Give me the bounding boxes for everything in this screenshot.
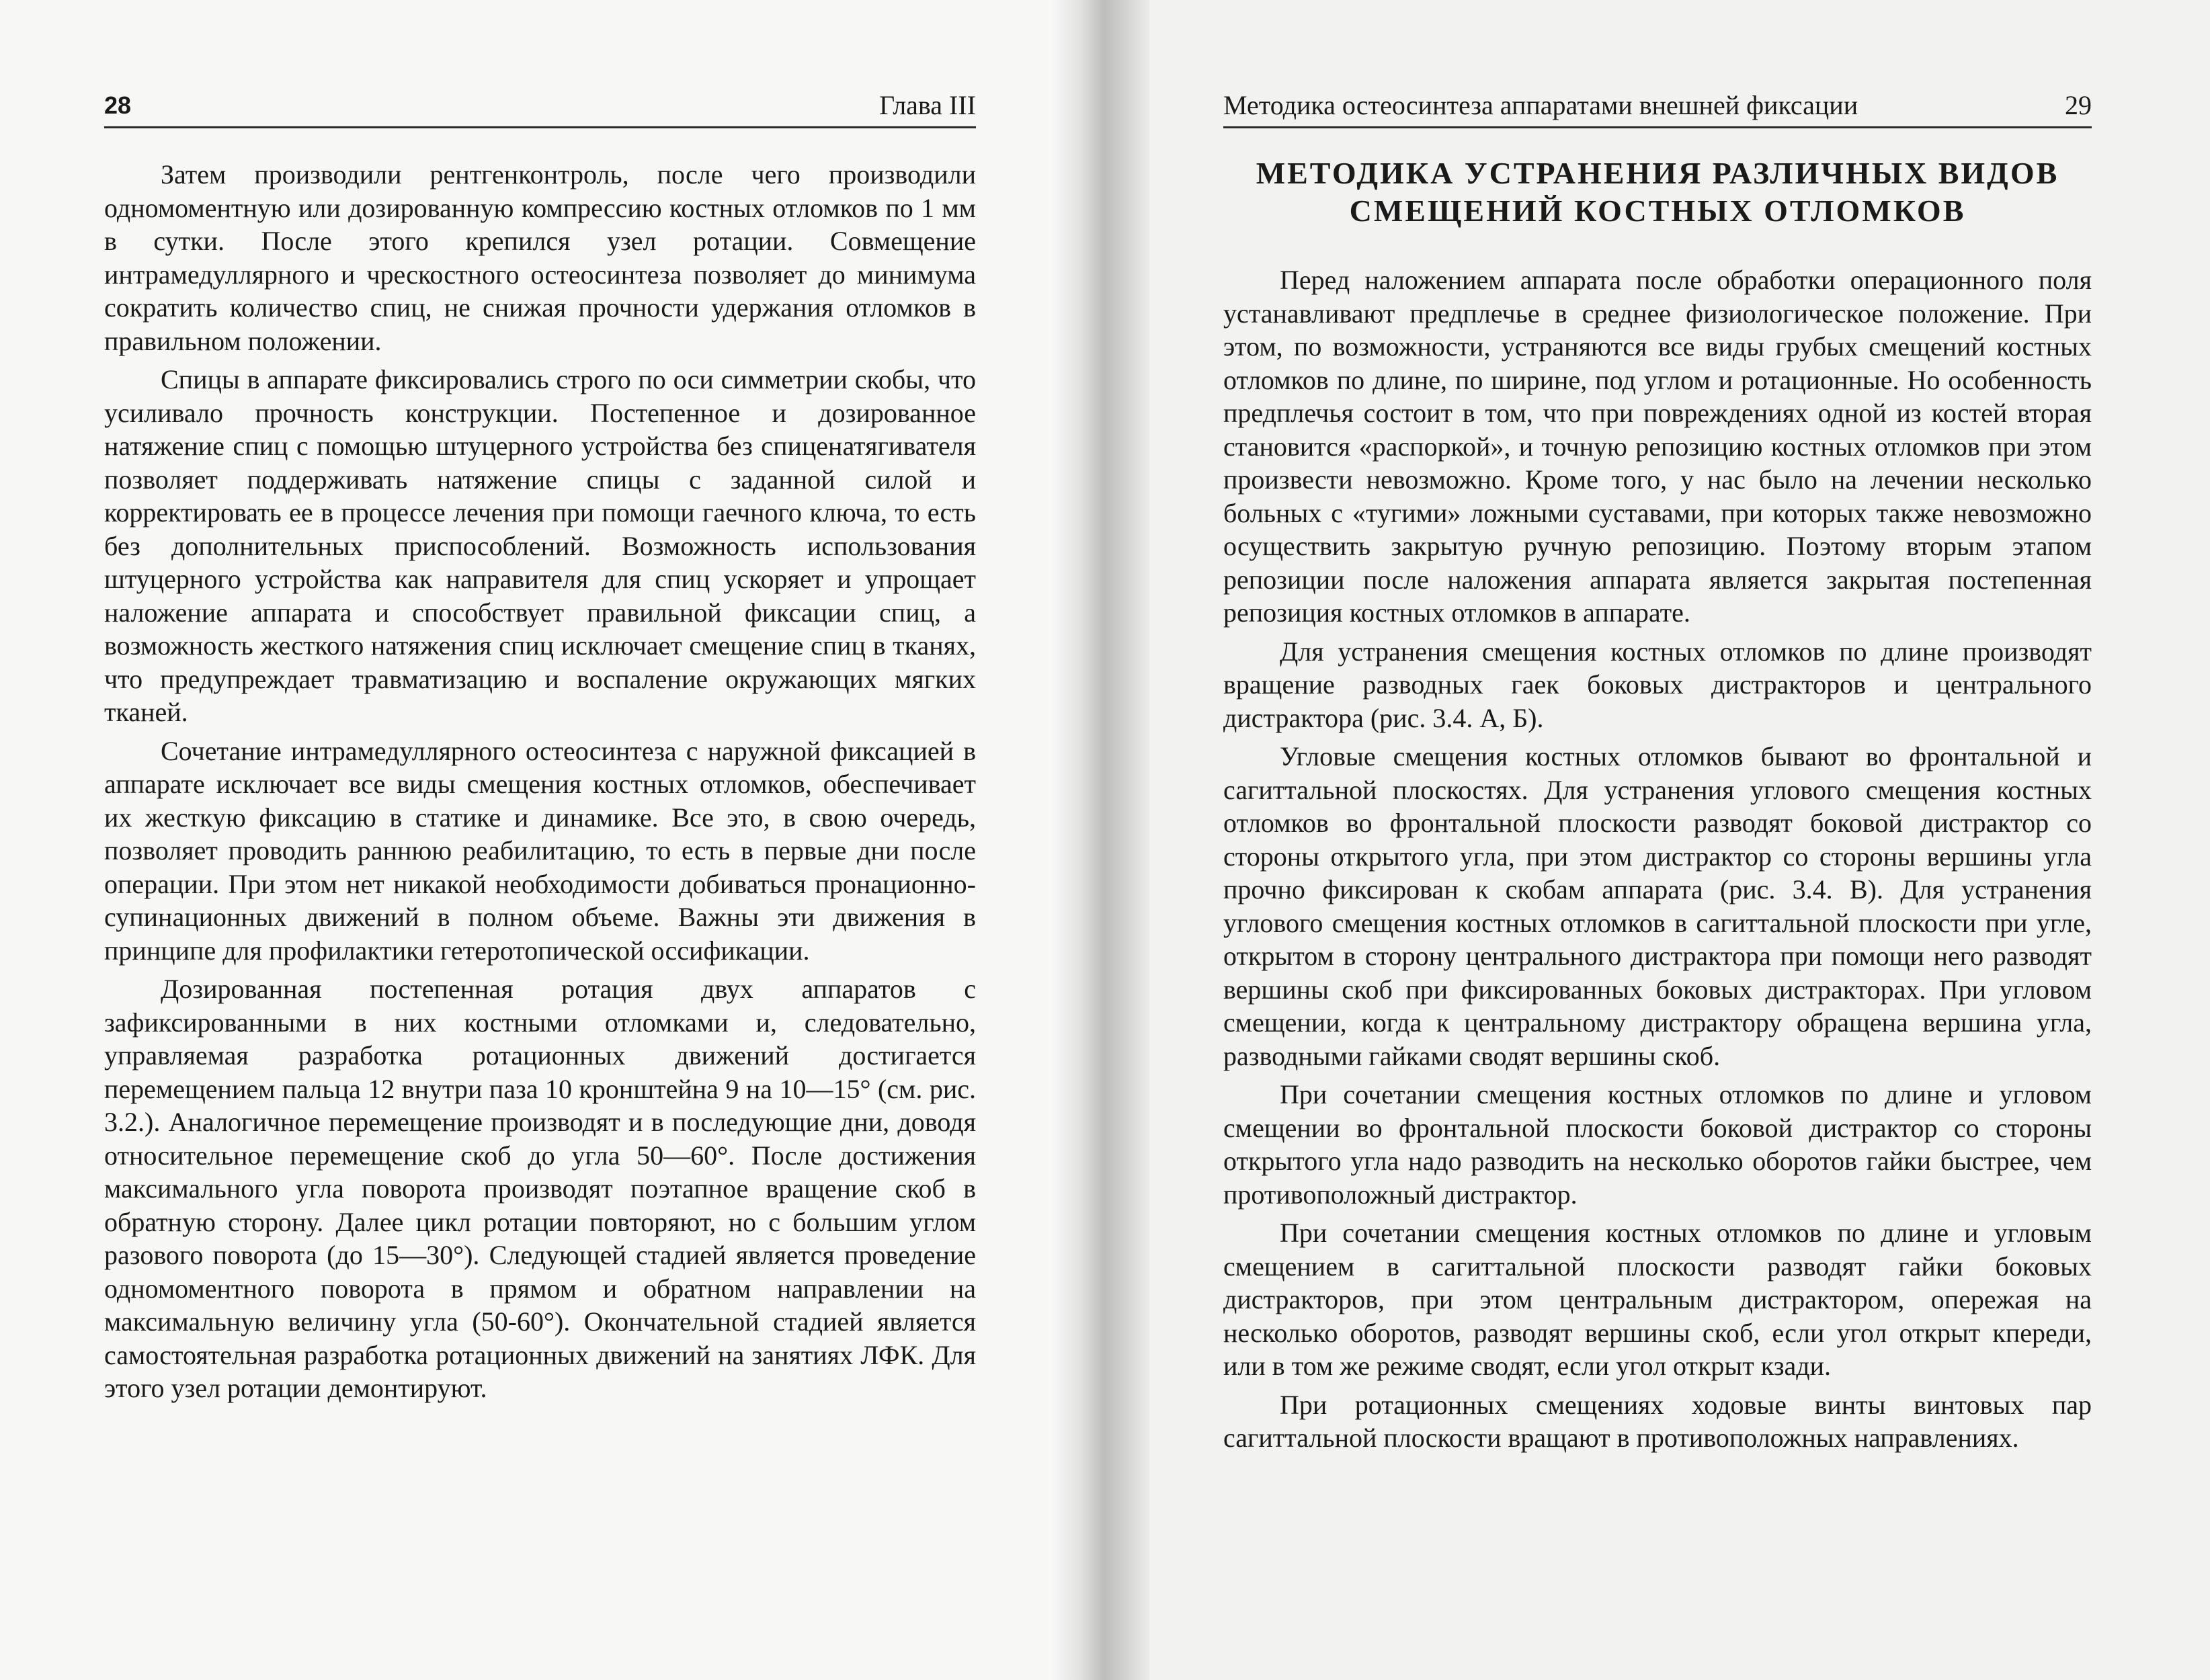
left-page-body	[104, 158, 976, 1411]
right-page-body	[1223, 263, 2092, 1460]
paragraph: Угловые смещения костных отломков бывают во фронтальной и сагиттальной плоскостях. Для устранения углового смещения костных отломков во фронтальной плоскости разводят боковой дистрактор со стороны открытого угла, при этом дистрактор со стороны вершины угла прочно фиксирован к скобам аппарата (рис. 3.4. В). Для устранения углового смещения костных отломков в сагиттальной плоскости при угле, открытом в сторону центрального дистрактора при помощи него разводят вершины скоб при фиксированных боковых дистракторах. При угловом смещении, когда к центральному дистрактору обращена вершина угла, разводными гайками сводят вершины скоб.	[1223, 741, 2092, 1071]
paragraph: Затем производили рентгенконтроль, после чего производили одномоментную или дозированную компрессию костных отломков по 1 мм в сутки. После этого крепился узел ротации. Совмещение интрамедуллярного и чрескостного остеосинтеза позволяет до минимума сократить количество спиц, не снижая прочности удержания отломков в правильном положении.	[104, 159, 976, 356]
right-page	[1055, 0, 2210, 1680]
section-heading	[1223, 155, 2092, 230]
paragraph: Спицы в аппарате фиксировались строго по оси симметрии скобы, что усиливало прочность конструкции. Постепенное и дозированное натяжение спиц с помощью штуцерного устройства без спиценатягивателя позволяет поддерживать натяжение спицы с заданной силой и корректировать ее в процессе лечения при помощи гаечного ключа, то есть без дополнительных приспособлений. Возможность использования штуцерного устройства как направителя для спиц ускоряет и упрощает наложение аппарата и способствует правильной фиксации спиц, а возможность жесткого натяжения спиц исключает смещение спиц в тканях, что предупреждает травматизацию и воспаление окружающих мягких тканей.	[104, 364, 976, 727]
section-running-title: Методика остеосинтеза аппаратами внешней фиксации	[1223, 90, 1858, 120]
left-page-number: 28	[104, 91, 132, 119]
paragraph: Для устранения смещения костных отломков по длине производят вращение разводных гаек боковых дистракторов и центрального дистрактора (рис. 3.4. А, Б).	[1223, 636, 2092, 733]
paragraph: При сочетании смещения костных отломков по длине и угловом смещении во фронтальной плоскости боковой дистрактор со стороны открытого угла надо разводить на несколько оборотов гайки быстрее, чем противоположный дистрактор.	[1223, 1079, 2092, 1210]
paragraph: Дозированная постепенная ротация двух аппаратов с зафиксированными в них костными отломками и, следовательно, управляемая разработка ротационных движений достигается перемещением пальца 12 внутри паза 10 кронштейна 9 на 10—15° (см. рис. 3.2.). Аналогичное перемещение производят и в последующие дни, доводя относительное перемещение скоб до угла 50—60°. После достижения максимального угла поворота производят поэтапное вращение скоб в обратную сторону. Далее цикл ротации повторяют, но с большим углом разового поворота (до 15—30°). Следующей стадией является проведение одномоментного поворота в прямом и обратном направлении на максимальную величину угла (50-60°). Окончательной стадией является самостоятельная разработка ротационных движений на занятиях ЛФК. Для этого узел ротации демонтируют.	[104, 974, 976, 1403]
right-page-number: 29	[2065, 90, 2092, 120]
chapter-title: Глава III	[879, 90, 976, 120]
left-running-header	[104, 90, 976, 128]
paragraph: Перед наложением аппарата после обработки операционного поля устанавливают предплечье в среднее физиологическое положение. При этом, по возможности, устраняются все виды грубых смещений костных отломков по длине, по ширине, под углом и ротационные. Но особенность предплечья состоит в том, что при повреждениях одной из костей вторая становится «распоркой», и точную репозицию костных отломков при этом произвести невозможно. Кроме того, у нас было на лечении несколько больных с «тугими» ложными суставами, при которых также невозможно осуществить закрытую ручную репозицию. Поэтому вторым этапом репозиции после наложения аппарата является закрытая постепенная репозиция костных отломков в аппарате.	[1223, 265, 2092, 628]
section-heading-line: МЕТОДИКА УСТРАНЕНИЯ РАЗЛИЧНЫХ ВИДОВ	[1256, 156, 2059, 190]
left-page	[0, 0, 1055, 1680]
section-heading-line: СМЕЩЕНИЙ КОСТНЫХ ОТЛОМКОВ	[1349, 194, 1966, 228]
paragraph: Сочетание интрамедуллярного остеосинтеза с наружной фиксацией в аппарате исключает все виды смещения костных отломков, обеспечивает их жесткую фиксацию в статике и динамике. Все это, в свою очередь, позволяет проводить раннюю реабилитацию, то есть в первые дни после операции. При этом нет никакой необходимости добиваться пронационно-супинационных движений в полном объеме. Важны эти движения в принципе для профилактики гетеротопической оссификации.	[104, 735, 976, 966]
book-spine-gutter	[1049, 0, 1149, 1680]
paragraph: При ротационных смещениях ходовые винты винтовых пар сагиттальной плоскости вращают в противоположных направлениях.	[1223, 1389, 2092, 1453]
paragraph: При сочетании смещения костных отломков по длине и угловым смещением в сагиттальной плоскости разводят гайки боковых дистракторов, при этом центральным дистрактором, опережая на несколько оборотов, разводят вершины скоб, если угол открыт кпереди, или в том же режиме сводят, если угол открыт кзади.	[1223, 1218, 2092, 1381]
right-running-header	[1223, 90, 2092, 128]
